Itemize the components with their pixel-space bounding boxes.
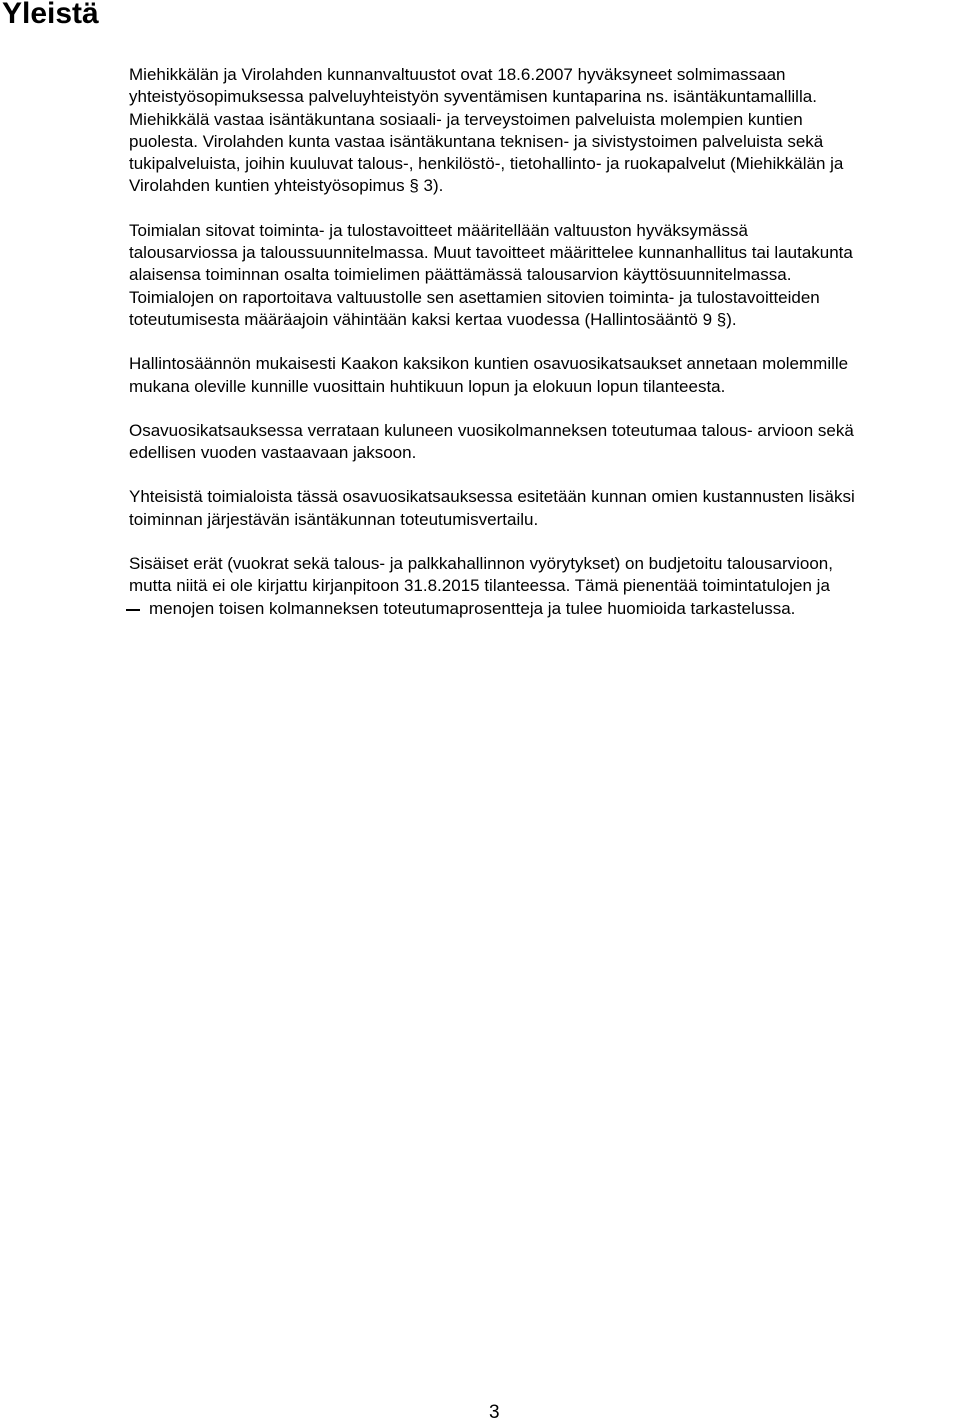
text-line: Miehikkälän ja Virolahden kunnanvaltuustot ovat 18.6.2007 hyväksyneet solmimassaan bbox=[129, 65, 786, 84]
text-line: edellisen vuoden vastaavaan jaksoon. bbox=[129, 443, 417, 463]
text-line: tukipalveluista, joihin kuuluvat talous-, henkilöstö-, tietohallinto- ja ruokapalvelut (Miehikkälän ja bbox=[129, 154, 844, 174]
text-line: Toimialan sitovat toiminta- ja tulostavoitteet määritellään valtuuston hyväksymässä bbox=[129, 220, 748, 240]
text-line: talousarviossa ja taloussuunnitelmassa. Muut tavoitteet määrittelee kunnanhallitus tai lautakunta bbox=[129, 243, 853, 263]
text-line: Sisäiset erät (vuokrat sekä talous- ja palkkahallinnon vyörytykset) on budjetoitu talousarvioon, bbox=[129, 554, 833, 574]
paragraph-internal-items bbox=[129, 553, 960, 620]
text-line: alaisensa toiminnan osalta toimielimen päättämässä talousarvion käyttösuunnitelmassa. bbox=[129, 265, 792, 285]
document-body bbox=[129, 64, 960, 620]
paragraph-goals bbox=[129, 220, 960, 331]
paragraph-interim-reports bbox=[129, 353, 960, 398]
text-line: toteutumisesta määräajoin vähintään kaksi kertaa vuodessa (Hallintosääntö 9 §). bbox=[129, 309, 737, 329]
dash-mark bbox=[126, 609, 140, 611]
text-line: yhteistyösopimuksessa palveluyhteistyön syventämisen kuntaparina ns. isäntäkuntamallilla. bbox=[129, 87, 817, 107]
page-heading: Yleistä bbox=[2, 0, 99, 30]
paragraph-shared-sectors bbox=[129, 486, 960, 531]
page-number: 3 bbox=[489, 1402, 500, 1423]
paragraph-comparison bbox=[129, 420, 960, 465]
text-line: Hallintosäännön mukaisesti Kaakon kaksikon kuntien osavuosikatsaukset annetaan molemmille bbox=[129, 354, 849, 374]
text-line: Miehikkälä vastaa isäntäkuntana sosiaali- ja terveystoimen palveluista molempien kuntien bbox=[129, 109, 803, 129]
text-line: Virolahden kuntien yhteistyösopimus § 3). bbox=[129, 176, 444, 196]
text-line: menojen toisen kolmanneksen toteutumaprosentteja ja tulee huomioida tarkastelussa. bbox=[149, 598, 796, 618]
paragraph-agreement bbox=[129, 64, 960, 198]
text-line: puolesta. Virolahden kunta vastaa isäntäkuntana teknisen- ja sivistystoimen palveluista sekä bbox=[129, 131, 824, 151]
text-line: mutta niitä ei ole kirjattu kirjanpitoon 31.8.2015 tilanteessa. Tämä pienentää toimintatulojen ja bbox=[129, 576, 830, 596]
text-line: mukana oleville kunnille vuosittain huhtikuun lopun ja elokuun lopun tilanteesta. bbox=[129, 376, 726, 396]
text-line: toiminnan järjestävän isäntäkunnan toteutumisvertailu. bbox=[129, 509, 539, 529]
text-line: Yhteisistä toimialoista tässä osavuosikatsauksessa esitetään kunnan omien kustannusten lisäksi bbox=[129, 487, 855, 507]
text-line: Toimialojen on raportoitava valtuustolle sen asettamien sitovien toiminta- ja tulostavoitteiden bbox=[129, 287, 820, 307]
dashed-text-line bbox=[129, 598, 960, 620]
text-line: Osavuosikatsauksessa verrataan kuluneen vuosikolmanneksen toteutumaa talous- arvioon sekä bbox=[129, 420, 854, 440]
